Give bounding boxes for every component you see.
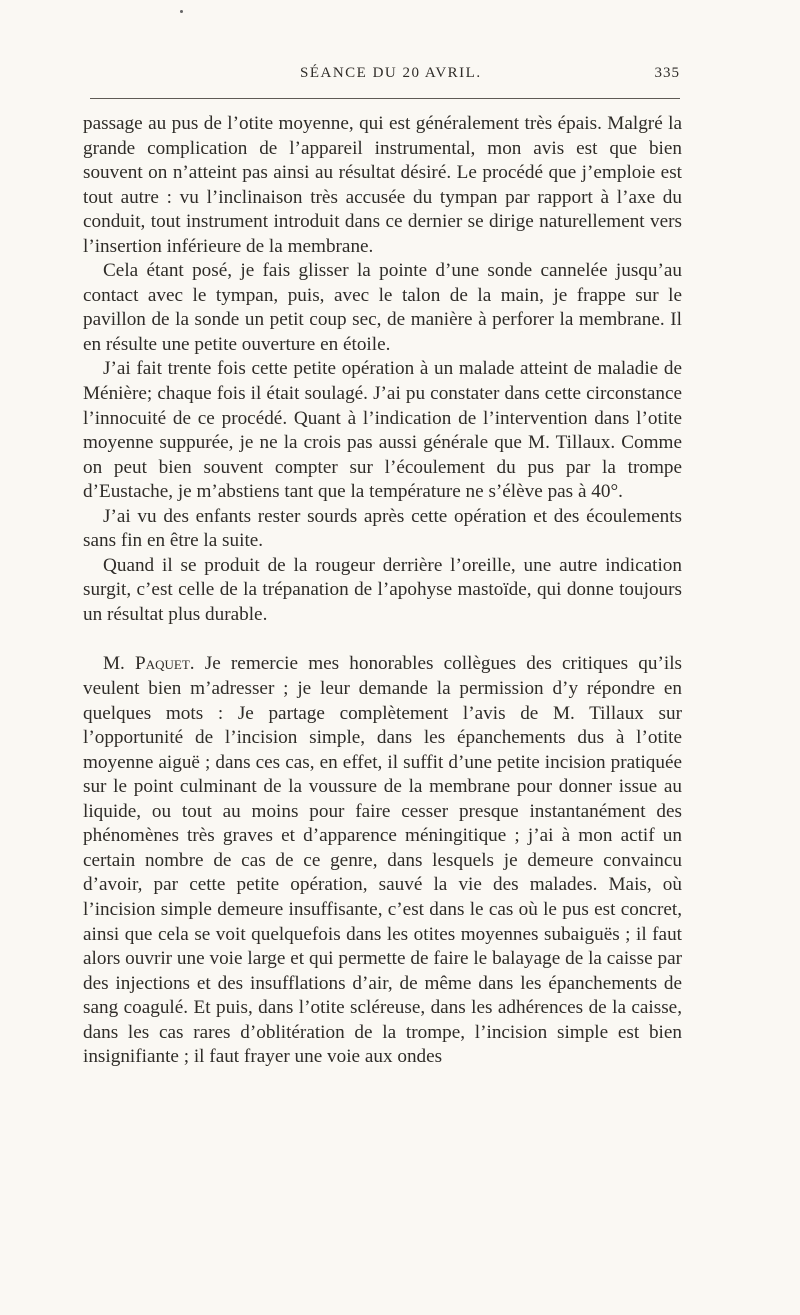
speaker-name: M. Paquet. (103, 653, 195, 675)
running-title: SÉANCE DU 20 AVRIL. (300, 65, 482, 81)
print-speck (180, 10, 183, 13)
speech-text: Je remercie mes honorables collègues des critiques qu’ils veulent bien m’adresser ; je leur demande la permission d’y répondre en quelques mots : Je partage complètement l’avis de M. Tillaux sur l’opportunité de l’incision simple, dans les épanchements dus à l’otite moyenne aiguë ; dans ces cas, en effet, il suffit d’une petite incision pratiquée sur le point culminant de la voussure de la membrane pour donner issue au liquide, ou tout au moins pour faire cesser presque instantanément des phénomènes très graves et d’apparence méningitique ; j’ai à mon actif un certain nombre de cas de ce genre, dans lesquels je demeure convaincu d’avoir, par cette petite opération, sauvé la vie des malades. Mais, où l’incision simple demeure insuffisante, c’est dans le cas où le pus est concret, ainsi que cela se voit quelquefois dans les otites moyennes subaiguës ; il faut alors ouvrir une voie large et qui permette de faire le balayage de la caisse par des injections et des insufflations d’air, de même dans les épanchements de sang coagulé. Et puis, dans l’otite scléreuse, dans les adhérences de la caisse, dans les cas rares d’oblitération de la trompe, l’incision simple est bien insignifiante ; il faut frayer une voie aux ondes (83, 653, 682, 1068)
body-text (83, 112, 682, 1070)
paragraph: passage au pus de l’otite moyenne, qui est généralement très épais. Malgré la grande complication de l’appareil instrumental, mon avis est que bien souvent on n’atteint pas ainsi au résultat désiré. Le procédé que j’emploie est tout autre : vu l’inclinaison très accusée du tympan par rapport à l’axe du conduit, tout instrument introduit dans ce dernier se dirige naturellement vers l’insertion inférieure de la membrane. (83, 113, 682, 257)
page-number: 335 (654, 65, 680, 81)
header-rule (90, 98, 680, 99)
paragraph: J’ai vu des enfants rester sourds après cette opération et des écoulements sans fin en être la suite. (83, 505, 682, 552)
paragraph: J’ai fait trente fois cette petite opération à un malade atteint de maladie de Ménière; chaque fois il était soulagé. J’ai pu constater dans cette circonstance l’innocuité de ce procédé. Quant à l’indication de l’intervention dans l’otite moyenne suppurée, je ne la crois pas aussi générale que M. Tillaux. Comme on peut bien souvent compter sur l’écoulement du pus par la trompe d’Eustache, je m’abstiens tant que la température ne s’élève pas à 40°. (83, 358, 682, 503)
section-spacer (83, 627, 682, 652)
paragraph: Cela étant posé, je fais glisser la pointe d’une sonde cannelée jusqu’au contact avec le tympan, puis, avec le talon de la main, je frappe sur le pavillon de la sonde un petit coup sec, de manière à perforer la membrane. Il en résulte une petite ouverture en étoile. (83, 260, 682, 355)
paragraph: Quand il se produit de la rougeur derrière l’oreille, une autre indication surgit, c’est celle de la trépanation de l’apohyse mastoïde, qui donne toujours un résultat plus durable. (83, 554, 682, 625)
speech-paragraph (83, 652, 682, 1069)
